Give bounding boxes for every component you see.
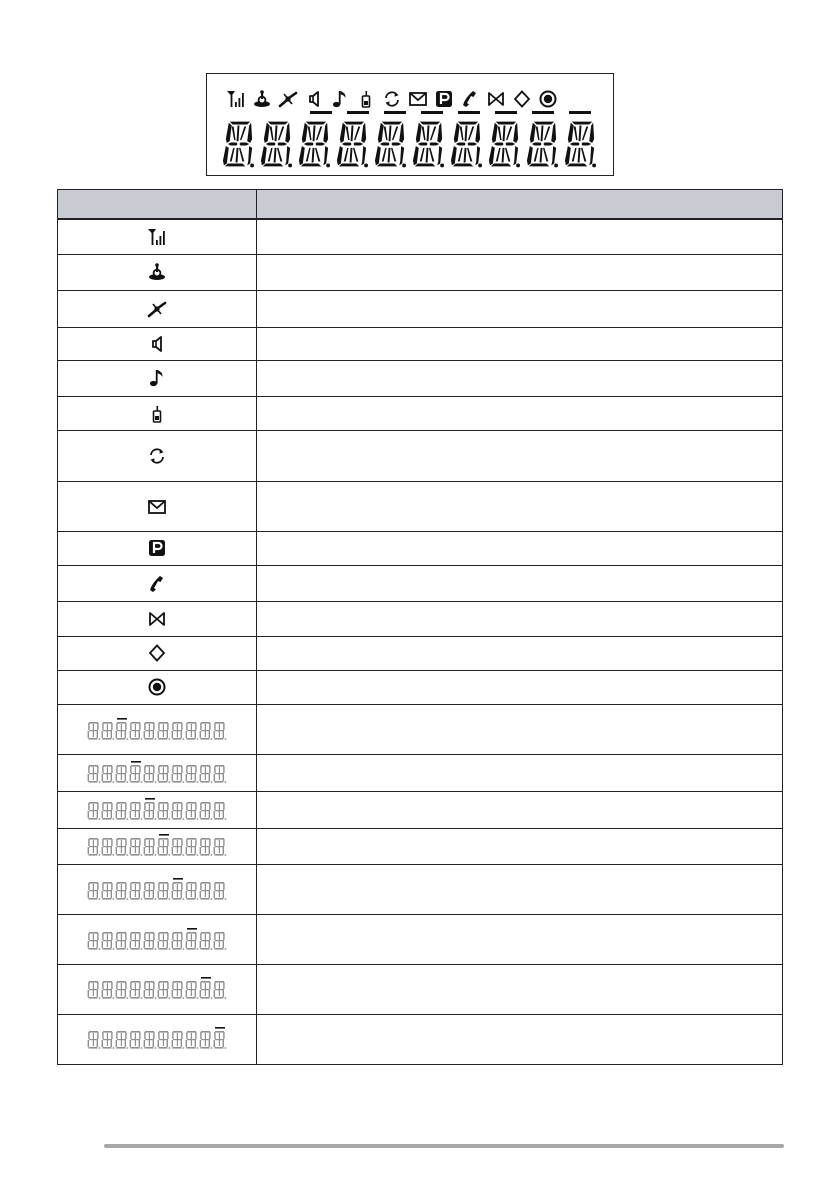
header-icon-column: [58, 190, 257, 220]
table-row: [58, 482, 783, 532]
segment-indicator-3-icon: [87, 721, 227, 738]
table-row: [58, 290, 783, 328]
scan-icon: [147, 264, 167, 281]
parking-icon: [433, 87, 455, 111]
table-row: [58, 328, 783, 361]
lcd-digit: [411, 119, 446, 171]
lcd-icon-row: [225, 86, 559, 112]
row-description-cell: [257, 965, 783, 1015]
bowtie-icon: [485, 87, 507, 111]
phone-icon: [147, 575, 167, 592]
speaker-icon: [303, 87, 325, 111]
signal-strength-icon: [225, 87, 247, 111]
table-row: [58, 431, 783, 482]
record-icon: [147, 679, 167, 696]
row-description-cell: [257, 791, 783, 828]
lcd-digit: [259, 119, 294, 171]
table-row: [58, 915, 783, 965]
row-icon-cell: [58, 791, 257, 828]
row-description-cell: [257, 828, 783, 865]
lcd-indicator-bar: [421, 111, 443, 114]
segment-indicator-9-icon: [87, 981, 227, 998]
signal-strength-icon: [147, 228, 167, 245]
lcd-indicator-bar: [532, 111, 554, 114]
segment-indicator-4-icon: [87, 764, 227, 781]
row-description-cell: [257, 637, 783, 671]
row-description-cell: [257, 915, 783, 965]
satellite-icon: [147, 300, 167, 317]
row-icon-cell: [58, 431, 257, 482]
segment-indicator-6-icon: [87, 838, 227, 855]
row-icon-cell: [58, 396, 257, 431]
diamond-icon: [511, 87, 533, 111]
row-icon-cell: [58, 670, 257, 705]
table-row: [58, 602, 783, 637]
lcd-indicator-bar: [495, 111, 517, 114]
row-icon-cell: [58, 219, 257, 255]
lcd-indicator-bar: [458, 111, 480, 114]
table-row: [58, 219, 783, 255]
row-description-cell: [257, 532, 783, 566]
radio-icon: [147, 405, 167, 422]
row-icon-cell: [58, 965, 257, 1015]
row-description-cell: [257, 431, 783, 482]
row-icon-cell: [58, 828, 257, 865]
table-row: [58, 565, 783, 602]
row-description-cell: [257, 670, 783, 705]
row-description-cell: [257, 219, 783, 255]
table-row: [58, 255, 783, 291]
table-row: [58, 965, 783, 1015]
icon-description-table: [57, 189, 783, 1065]
lcd-digit: [373, 119, 408, 171]
lcd-digit: [487, 119, 522, 171]
lcd-digit: [525, 119, 560, 171]
table-header: [58, 190, 783, 220]
row-icon-cell: [58, 865, 257, 915]
repeat-icon: [381, 87, 403, 111]
bowtie-icon: [147, 610, 167, 627]
table-row: [58, 791, 783, 828]
row-icon-cell: [58, 637, 257, 671]
row-icon-cell: [58, 482, 257, 532]
table-row: [58, 705, 783, 755]
record-icon: [537, 87, 559, 111]
row-icon-cell: [58, 328, 257, 361]
table-row: [58, 865, 783, 915]
row-icon-cell: [58, 532, 257, 566]
lcd-indicator-bar: [310, 111, 332, 114]
row-description-cell: [257, 755, 783, 792]
row-description-cell: [257, 255, 783, 291]
row-description-cell: [257, 602, 783, 637]
envelope-icon: [407, 87, 429, 111]
lcd-digit: [221, 119, 256, 171]
lcd-display: [206, 73, 614, 176]
table-row: [58, 670, 783, 705]
row-description-cell: [257, 1014, 783, 1064]
scan-icon: [251, 87, 273, 111]
speaker-icon: [147, 336, 167, 353]
row-icon-cell: [58, 565, 257, 602]
phone-icon: [459, 87, 481, 111]
segment-indicator-5-icon: [87, 801, 227, 818]
diamond-icon: [147, 645, 167, 662]
row-icon-cell: [58, 255, 257, 291]
lcd-digit: [449, 119, 484, 171]
lcd-indicator-bar: [347, 111, 369, 114]
row-icon-cell: [58, 755, 257, 792]
table-row: [58, 828, 783, 865]
row-description-cell: [257, 361, 783, 397]
table-row: [58, 361, 783, 397]
table-row: [58, 637, 783, 671]
table-row: [58, 1014, 783, 1064]
envelope-icon: [147, 498, 167, 515]
row-description-cell: [257, 290, 783, 328]
parking-icon: [147, 540, 167, 557]
table-row: [58, 532, 783, 566]
table-row: [58, 396, 783, 431]
row-icon-cell: [58, 290, 257, 328]
row-icon-cell: [58, 602, 257, 637]
lcd-digit: [335, 119, 370, 171]
repeat-icon: [147, 448, 167, 465]
music-note-icon: [329, 87, 351, 111]
row-description-cell: [257, 865, 783, 915]
radio-icon: [355, 87, 377, 111]
row-icon-cell: [58, 361, 257, 397]
lcd-digit: [297, 119, 332, 171]
row-description-cell: [257, 482, 783, 532]
row-description-cell: [257, 705, 783, 755]
footer-divider: [104, 1144, 784, 1148]
segment-indicator-7-icon: [87, 881, 227, 898]
row-icon-cell: [58, 705, 257, 755]
lcd-indicator-bar: [384, 111, 406, 114]
segment-indicator-8-icon: [87, 931, 227, 948]
row-description-cell: [257, 565, 783, 602]
row-icon-cell: [58, 915, 257, 965]
satellite-icon: [277, 87, 299, 111]
header-description-column: [257, 190, 783, 220]
table-row: [58, 755, 783, 792]
lcd-digit: [563, 119, 598, 171]
row-icon-cell: [58, 1014, 257, 1064]
row-description-cell: [257, 396, 783, 431]
row-description-cell: [257, 328, 783, 361]
segment-indicator-10-icon: [87, 1031, 227, 1048]
lcd-indicator-bar: [569, 111, 591, 114]
music-note-icon: [147, 370, 167, 387]
lcd-segment-digits: [221, 119, 598, 171]
